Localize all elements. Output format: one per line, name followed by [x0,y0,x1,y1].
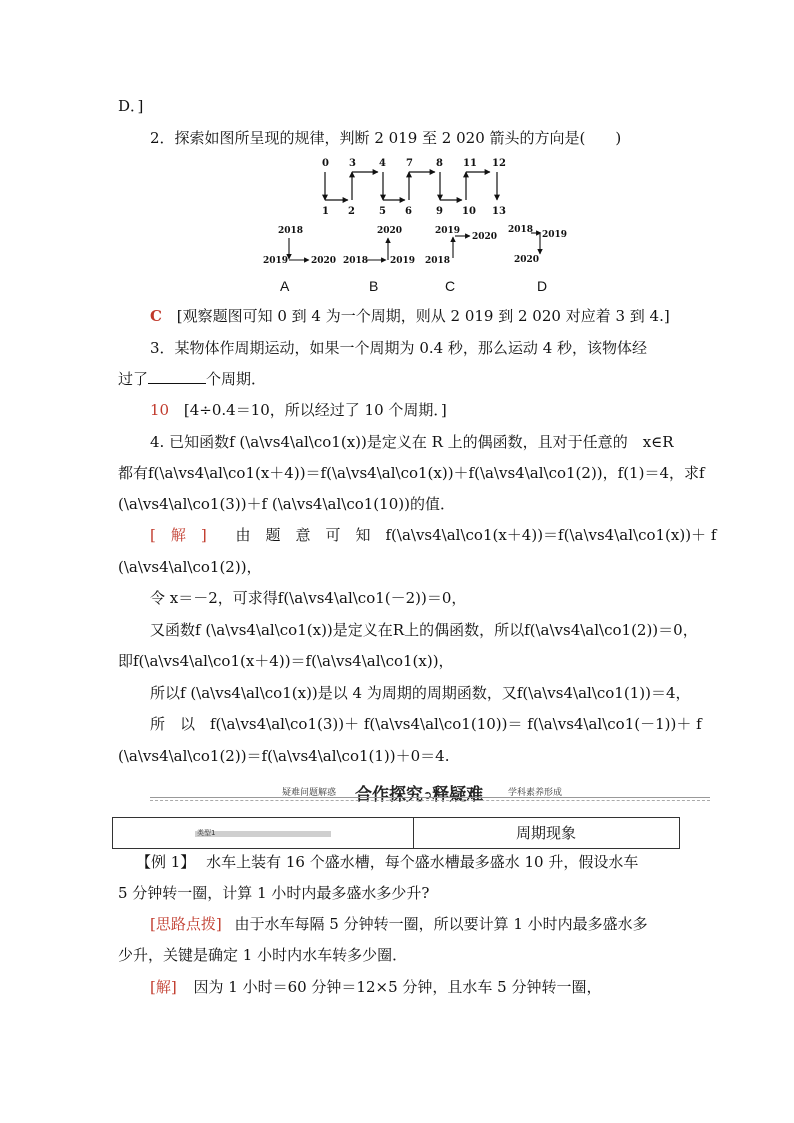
opt-a-br: 2020 [311,256,337,266]
banner-arrow-icon: ➲ [423,788,433,802]
text-line: D．] [118,97,144,115]
solution-text-1: 由 题 意 可 知 f(\a\vs4\al\co1(x＋4))＝f(\a\vs4\al\co1(x))＋ f [235,526,717,544]
hint-line-1 [150,914,648,934]
section-table [112,817,680,849]
solution-line-1 [150,525,716,545]
opt-d-bl: 2020 [514,255,540,265]
example-solution-line [150,977,601,997]
banner-right-small: 学科素养形成 [508,788,563,798]
seq-bottom-6: 13 [492,206,506,217]
question-3-line-1: 3．某物体作周期运动，如果一个周期为 0.4 秒，那么运动 4 秒，该物体经 [150,339,648,357]
solution-line-5: 即f(\a\vs4\al\co1(x＋4))＝f(\a\vs4\al\co1(x))， [118,652,454,670]
seq-top-2: 4 [379,158,386,169]
example-1-label: 【例 1】 [136,853,196,871]
example-1-text: 水车上装有 16 个盛水槽，每个盛水槽最多盛水 10 升，假设水车 [206,853,639,871]
hint-label: [思路点拨] [150,915,222,933]
question-3-line-2 [118,369,266,389]
type-label: 类型1 [197,829,216,837]
opt-c-tr: 2020 [472,232,498,242]
solution-line-3: 令 x＝－2，可求得f(\a\vs4\al\co1(－2))＝0， [150,589,467,607]
solution-line-8: (\a\vs4\al\co1(2))＝f(\a\vs4\al\co1(1))＋0＝4. [118,747,450,765]
opt-d-tl: 2018 [508,225,534,235]
seq-top-5: 11 [463,158,477,169]
question-3-post: 个周期． [206,370,267,388]
opt-c-tl: 2019 [435,226,461,236]
example-solution-label: [解] [150,978,177,996]
seq-top-3: 7 [406,158,413,169]
answer-blank [148,369,206,384]
answer-3-number: 10 [150,401,170,419]
table-cell-type [113,818,414,848]
banner-rule [150,797,710,798]
solution-line-2: (\a\vs4\al\co1(2))， [118,558,262,576]
hint-line-2: 少升，关键是确定 1 小时内水车转多少圈． [118,946,408,964]
example-solution-text: 因为 1 小时＝60 分钟＝12×5 分钟，且水车 5 分钟转一圈， [193,978,602,996]
solution-line-4: 又函数f (\a\vs4\al\co1(x))是定义在R上的偶函数，所以f(\a\vs4\al\co1(2))＝0， [150,621,698,639]
banner-title-right: 释疑难 [432,785,484,805]
opt-b-bl: 2018 [343,256,369,266]
banner-left-small: 疑难问题解惑 [282,788,337,798]
seq-top-0: 0 [322,158,329,169]
seq-bottom-5: 10 [462,206,476,217]
seq-top-6: 12 [492,158,506,169]
banner-title [355,780,483,805]
option-b-label: B [369,278,379,294]
answer-2-letter: C [150,307,162,325]
example-1-line-2: 5 分钟转一圈，计算 1 小时内最多盛水多少升? [118,884,430,902]
answer-2 [150,306,670,326]
opt-d-tr: 2019 [542,230,568,240]
seq-bottom-1: 2 [348,206,355,217]
seq-top-4: 8 [436,158,443,169]
question-4-line-3: (\a\vs4\al\co1(3))＋f (\a\vs4\al\co1(10))的值． [118,495,455,513]
option-a-label: A [280,278,290,294]
solution-line-7: 所 以 f(\a\vs4\al\co1(3))＋ f(\a\vs4\al\co1(10))＝ f(\a\vs4\al\co1(－1))＋ f [150,715,702,733]
opt-c-bl: 2018 [425,256,451,266]
table-cell-title: 周期现象 [515,824,576,842]
option-c-label: C [445,278,456,294]
answer-3 [150,400,447,420]
option-d-label: D [537,278,548,294]
answer-2-text: [观察题图可知 0 到 4 为一个周期，则从 2 019 到 2 020 对应着 3 到 4.] [176,307,670,325]
seq-bottom-4: 9 [436,206,443,217]
question-3-pre: 过了 [118,370,149,388]
section-banner [150,780,710,805]
seq-top-1: 3 [349,158,356,169]
opt-a-bl: 2019 [263,256,289,266]
seq-bottom-3: 6 [405,206,412,217]
seq-bottom-0: 1 [322,206,329,217]
example-1-line-1 [136,852,638,872]
solution-line-6: 所以f (\a\vs4\al\co1(x))是以 4 为周期的周期函数，又f(\a\vs4\al\co1(1))＝4， [150,684,691,702]
question-4-line-2: 都有f(\a\vs4\al\co1(x＋4))＝f(\a\vs4\al\co1(x))＋f(\a\vs4\al\co1(2))，f(1)＝4，求f [118,464,705,482]
seq-bottom-2: 5 [379,206,386,217]
banner-rule-dashed [150,800,710,801]
opt-b-br: 2019 [390,256,416,266]
answer-3-text: [4÷0.4＝10，所以经过了 10 个周期．] [183,401,447,419]
question-2: 2．探索如图所呈现的规律，判断 2 019 至 2 020 箭头的方向是( ) [150,129,622,147]
solution-label: [ 解 ] [150,526,207,544]
arrow-pattern-figure [0,150,794,320]
banner-title-left: 合作探究 [355,785,423,805]
question-4-line-1: 4. 已知函数f (\a\vs4\al\co1(x))是定义在 R 上的偶函数，且对于任意的 x∈R [150,433,674,451]
opt-b-top: 2020 [377,226,403,236]
hint-text-1: 由于水车每隔 5 分钟转一圈，所以要计算 1 小时内最多盛水多 [234,915,648,933]
opt-a-top: 2018 [278,226,304,236]
